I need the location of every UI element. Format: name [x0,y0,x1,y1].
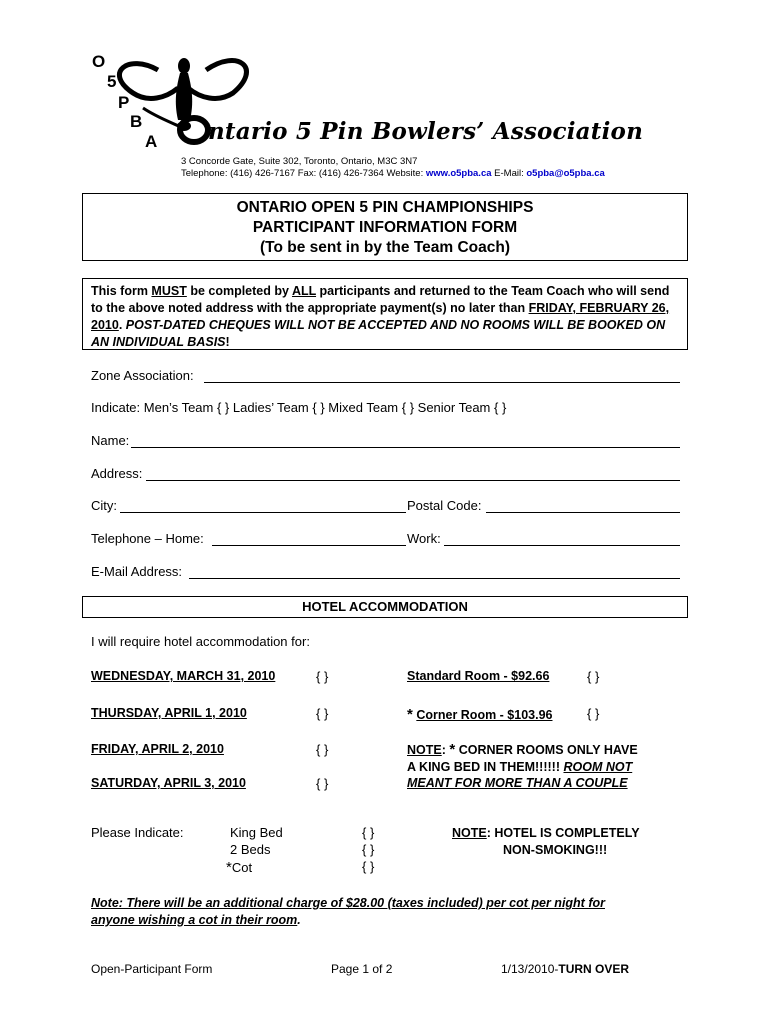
nonsmoking-text2: NON-SMOKING!!! [503,843,608,857]
hotel-intro: I will require hotel accommodation for: [91,634,310,649]
notice-text: be completed by [186,284,292,298]
address-line: 3 Concorde Gate, Suite 302, Toronto, Ontario, M3C 3N7 [181,156,418,167]
bed-option-cot [226,859,252,876]
hotel-heading: HOTEL ACCOMMODATION [82,596,688,618]
team-type-options[interactable]: Indicate: Men’s Team { } Ladies’ Team { } Mixed Team { } Senior Team { } [91,400,507,415]
cot-note-line1: Note: There will be an additional charge of $28.00 (taxes included) per cot per night for [91,896,605,910]
footer-page-number: Page 1 of 2 [331,962,393,976]
work-phone-field[interactable] [444,545,680,546]
notice-text: ! [225,335,230,349]
day-saturday-checkbox[interactable]: { } [316,776,329,791]
postal-code-label: Postal Code: [407,498,482,513]
email-link[interactable]: o5pba@o5pba.ca [526,168,605,179]
email-address-label: E-Mail Address: [91,564,183,579]
notice-text: . [118,318,126,332]
form-title-line2: PARTICIPANT INFORMATION FORM [252,219,518,236]
logo-letter-5: 5 [107,72,117,91]
day-saturday: SATURDAY, APRIL 3, 2010 [91,776,246,790]
city-field[interactable] [120,512,406,513]
notice-all: ALL [291,284,317,298]
instructions-box [82,278,688,350]
corner-room-note [407,742,638,792]
email-address-field[interactable] [189,578,680,579]
day-wednesday-checkbox[interactable]: { } [316,669,329,684]
contact-line [181,168,605,179]
note-label: NOTE [407,743,442,757]
form-title-box [82,193,688,261]
logo-letter-b: B [130,112,143,131]
nonsmoking-note-label: NOTE [452,826,487,840]
nonsmoking-text: : HOTEL IS COMPLETELY [486,826,640,840]
day-thursday-checkbox[interactable]: { } [316,706,329,721]
form-title-line3: (To be sent in by the Team Coach) [259,239,511,256]
footer-date-text: 1/13/2010- [501,962,559,976]
note-star: * [449,741,456,758]
day-thursday: THURSDAY, APRIL 1, 2010 [91,706,247,720]
zone-field[interactable] [204,382,680,383]
standard-room-label: Standard Room - $92.66 [407,669,550,683]
association-name: ntario 5 Pin Bowlers’ Association [208,118,644,145]
notice-text: participants and returned to the Team Coach who will send to the above noted address with the appropriate payment(s) no later than [91,284,670,315]
telephone-home-field[interactable] [212,545,406,546]
cot-star: * [226,859,232,876]
email-label: E-Mail: [491,168,527,179]
notice-text: This form [91,284,152,298]
two-beds-checkbox[interactable]: { } [362,842,375,857]
bed-option-king: King Bed [230,825,283,840]
postal-code-field[interactable] [486,512,680,513]
notice-deadline: FRIDAY, FEBRUARY 26, 2010 [91,301,670,332]
corner-room-label: Corner Room - $103.96 [416,708,553,722]
day-friday-checkbox[interactable]: { } [316,742,329,757]
note-text: A KING BED IN THEM!!!!!! [407,759,564,774]
cot-label: Cot [231,860,253,875]
cot-checkbox[interactable]: { } [362,859,375,874]
cot-note-end: . [297,913,301,927]
corner-room-checkbox[interactable]: { } [587,706,600,721]
day-wednesday: WEDNESDAY, MARCH 31, 2010 [91,669,276,683]
work-phone-label: Work: [407,531,441,546]
day-friday: FRIDAY, APRIL 2, 2010 [91,742,224,756]
name-label: Name: [91,433,130,448]
cot-charge-note [91,895,605,929]
city-label: City: [91,498,117,513]
corner-room-row [407,706,553,723]
zone-label: Zone Association: [91,368,194,383]
website-link[interactable]: www.o5pba.ca [425,168,492,179]
note-italic: ROOM NOT [563,759,633,774]
footer-form-name: Open-Participant Form [91,962,213,976]
logo-letter-o: O [92,52,106,71]
address-field[interactable] [146,480,680,481]
note-colon: : [441,743,450,757]
corner-room-star: * [407,706,413,723]
bed-option-two-beds: 2 Beds [230,842,271,857]
king-bed-checkbox[interactable]: { } [362,825,375,840]
note-text: CORNER ROOMS ONLY HAVE [455,743,638,757]
footer-date [501,962,629,976]
please-indicate-label: Please Indicate: [91,825,184,840]
logo-letter-a: A [145,132,158,151]
address-label: Address: [91,466,143,481]
footer-turn-over: TURN OVER [558,962,630,976]
phone-fax-text: Telephone: (416) 426-7167 Fax: (416) 426-7364 Website: [181,168,426,179]
telephone-home-label: Telephone – Home: [91,531,204,546]
name-field[interactable] [131,447,680,448]
cot-note-line2: anyone wishing a cot in their room [91,913,298,927]
notice-must: MUST [151,284,187,298]
note-italic: MEANT FOR MORE THAN A COUPLE [407,776,628,790]
non-smoking-note [452,825,640,859]
standard-room-checkbox[interactable]: { } [587,669,600,684]
logo-letter-p: P [118,93,130,112]
notice-warning: POST-DATED CHEQUES WILL NOT BE ACCEPTED AND NO ROOMS WILL BE BOOKED ON AN INDIVIDUAL BASIS [91,318,666,349]
form-title-line1: ONTARIO OPEN 5 PIN CHAMPIONSHIPS [236,199,534,216]
